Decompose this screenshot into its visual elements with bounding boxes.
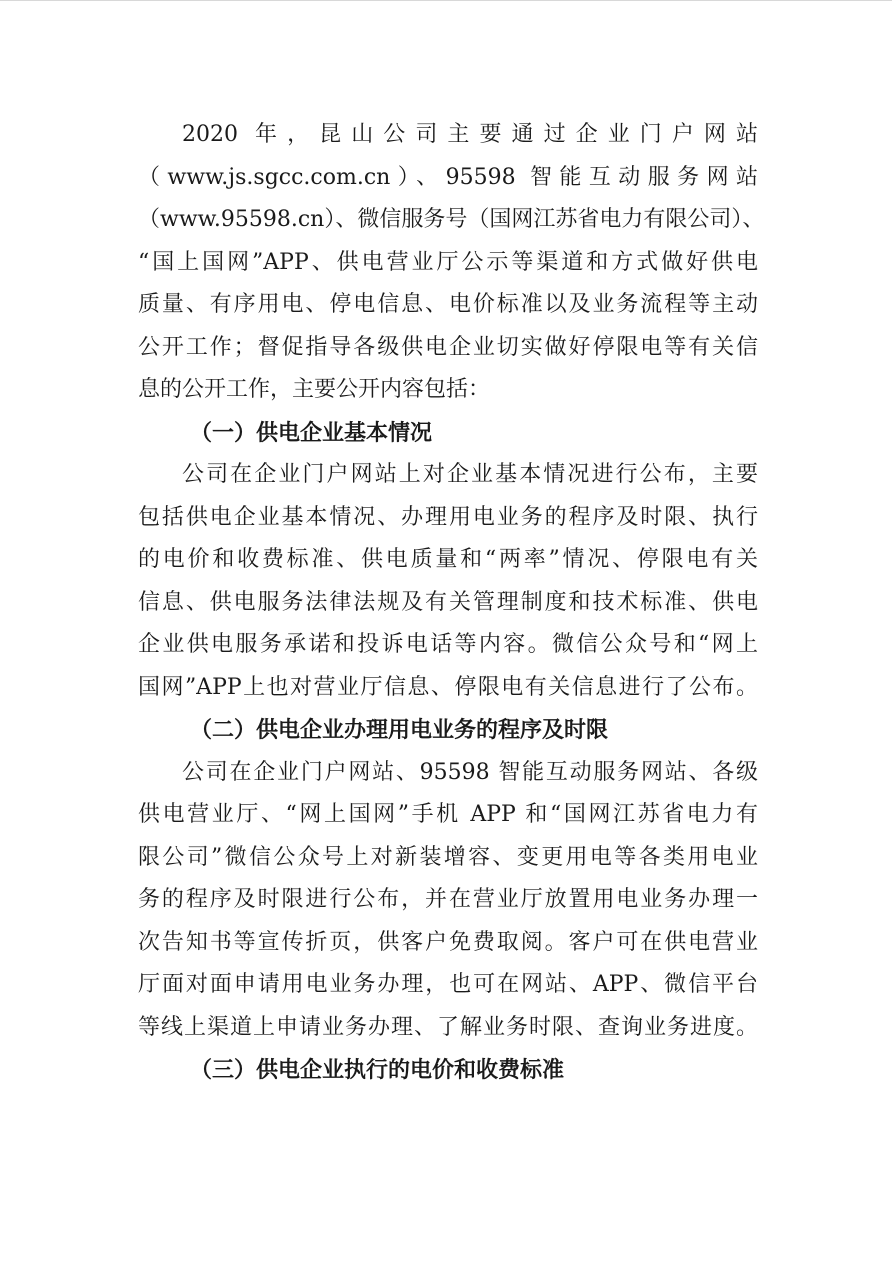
- text-line: 等线上渠道上申请业务办理、了解业务时限、查询业务进度。: [138, 1014, 758, 1040]
- section-heading-basic-info: （一）供电企业基本情况: [190, 419, 433, 446]
- text-line: 质量、有序用电、停电信息、电价标准以及业务流程等主动: [138, 292, 758, 317]
- text-line: 企业供电服务承诺和投诉电话等内容。微信公众号和“网上: [138, 632, 758, 657]
- paragraph-basic-info: [138, 454, 758, 709]
- text-line: （www.95598.cn）、微信服务号（国网江苏省电力有限公司）、: [138, 207, 765, 232]
- text-line: 公开工作；督促指导各级供电企业切实做好停限电等有关信: [138, 334, 758, 360]
- text-line: 息的公开工作，主要公开内容包括：: [138, 377, 491, 402]
- section-heading-business-procedure: （二）供电企业办理用电业务的程序及时限: [190, 717, 609, 743]
- text-line: 公司在企业门户网站、95598 智能互动服务网站、各级: [182, 759, 758, 785]
- text-line: 2020 年，昆山公司主要通过企业门户网站: [182, 122, 758, 147]
- paragraph-channels: [138, 114, 765, 412]
- text-line: 次告知书等宣传折页，供客户免费取阅。客户可在供电营业: [138, 929, 758, 955]
- section-heading-tariff-standards: （三）供电企业执行的电价和收费标准: [190, 1057, 565, 1083]
- text-line: 供电营业厅、“网上国网”手机 APP 和“国网江苏省电力有: [138, 802, 758, 827]
- text-line: （www.js.sgcc.com.cn）、95598 智能互动服务网站: [138, 164, 758, 190]
- document-body: [138, 114, 765, 1092]
- text-line: 的电价和收费标准、供电质量和“两率”情况、停限电有关: [138, 547, 758, 572]
- text-line: 务的程序及时限进行公布，并在营业厅放置用电业务办理一: [138, 887, 758, 912]
- text-line: 信息、供电服务法律法规及有关管理制度和技术标准、供电: [138, 589, 758, 615]
- text-line: 公司在企业门户网站上对企业基本情况进行公布，主要: [182, 462, 758, 487]
- text-line: 包括供电企业基本情况、办理用电业务的程序及时限、执行: [138, 504, 758, 530]
- text-line: 国网”APP上也对营业厅信息、停限电有关信息进行了公布。: [138, 674, 758, 700]
- text-line: 限公司”微信公众号上对新装增容、变更用电等各类用电业: [138, 844, 758, 870]
- paragraph-business-procedure: [138, 752, 758, 1050]
- text-line: “国上国网”APP、供电营业厅公示等渠道和方式做好供电: [138, 249, 758, 275]
- text-line: 厅面对面申请用电业务办理，也可在网站、APP、微信平台: [138, 972, 758, 997]
- top-border-line: [0, 0, 892, 1]
